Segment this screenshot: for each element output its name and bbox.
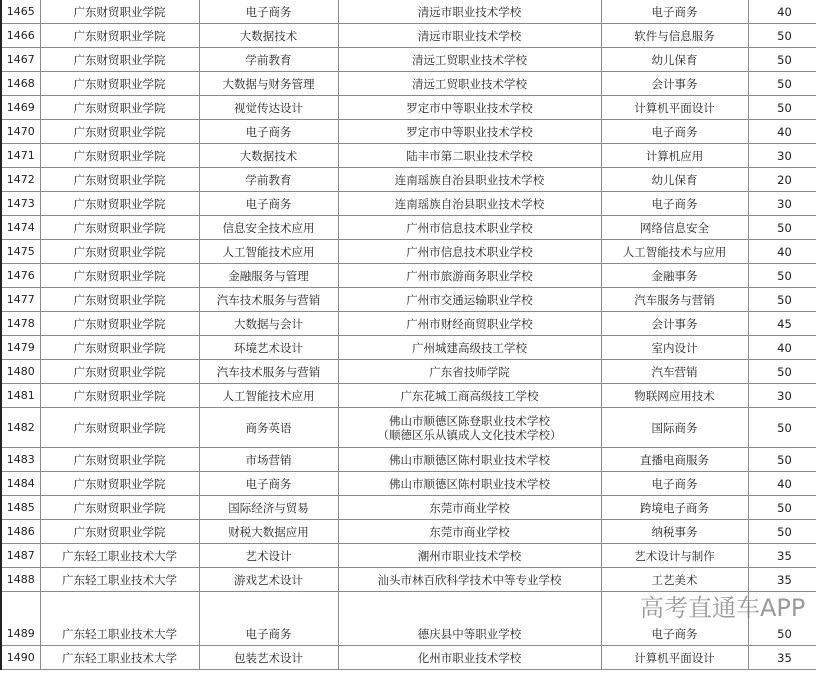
college-major: 电子商务 bbox=[199, 0, 338, 24]
college-major: 电子商务 bbox=[199, 592, 338, 646]
school-major: 幼儿保育 bbox=[601, 48, 748, 72]
school-name: 清远市职业技术学校 bbox=[338, 0, 601, 24]
table-row bbox=[1, 288, 816, 312]
table-row bbox=[1, 48, 816, 72]
college-name: 广东轻工职业技术大学 bbox=[40, 646, 199, 670]
college-name: 广东财贸职业学院 bbox=[40, 520, 199, 544]
college-name: 广东财贸职业学院 bbox=[40, 144, 199, 168]
school-major: 艺术设计与制作 bbox=[601, 544, 748, 568]
table-row bbox=[1, 448, 816, 472]
table-row bbox=[1, 336, 816, 360]
school-major: 金融事务 bbox=[601, 264, 748, 288]
row-number: 1465 bbox=[1, 0, 40, 24]
school-name: 化州市职业技术学校 bbox=[338, 646, 601, 670]
college-major: 财税大数据应用 bbox=[199, 520, 338, 544]
college-major: 电子商务 bbox=[199, 120, 338, 144]
college-name: 广东财贸职业学院 bbox=[40, 264, 199, 288]
row-number: 1478 bbox=[1, 312, 40, 336]
college-name: 广东财贸职业学院 bbox=[40, 120, 199, 144]
row-number: 1476 bbox=[1, 264, 40, 288]
college-major: 人工智能技术应用 bbox=[199, 240, 338, 264]
enrollment-count: 40 bbox=[748, 336, 816, 360]
school-major: 物联网应用技术 bbox=[601, 384, 748, 408]
college-major: 商务英语 bbox=[199, 408, 338, 448]
table-row bbox=[1, 240, 816, 264]
school-major: 软件与信息服务 bbox=[601, 24, 748, 48]
school-name: 清远工贸职业技术学校 bbox=[338, 48, 601, 72]
college-major: 信息安全技术应用 bbox=[199, 216, 338, 240]
table-row bbox=[1, 264, 816, 288]
enrollment-count: 50 bbox=[748, 496, 816, 520]
college-major: 汽车技术服务与营销 bbox=[199, 360, 338, 384]
school-name: 佛山市顺德区陈村职业技术学校 bbox=[338, 472, 601, 496]
row-number: 1484 bbox=[1, 472, 40, 496]
school-major: 跨境电子商务 bbox=[601, 496, 748, 520]
table-row bbox=[1, 544, 816, 568]
school-name: 连南瑶族自治县职业技术学校 bbox=[338, 192, 601, 216]
row-number: 1483 bbox=[1, 448, 40, 472]
enrollment-count: 50 bbox=[748, 96, 816, 120]
college-major: 国际经济与贸易 bbox=[199, 496, 338, 520]
school-name: 广州市旅游商务职业学校 bbox=[338, 264, 601, 288]
school-major: 纳税事务 bbox=[601, 520, 748, 544]
school-name: 罗定市中等职业技术学校 bbox=[338, 96, 601, 120]
school-major: 工艺美术 bbox=[601, 568, 748, 592]
enrollment-count: 20 bbox=[748, 168, 816, 192]
enrollment-count: 50 bbox=[748, 448, 816, 472]
table-row bbox=[1, 568, 816, 592]
college-name: 广东财贸职业学院 bbox=[40, 496, 199, 520]
enrollment-count: 35 bbox=[748, 568, 816, 592]
table-row bbox=[1, 216, 816, 240]
college-name: 广东财贸职业学院 bbox=[40, 288, 199, 312]
enrollment-count: 30 bbox=[748, 192, 816, 216]
row-number: 1489 bbox=[1, 592, 40, 646]
enrollment-count: 30 bbox=[748, 144, 816, 168]
enrollment-count: 50 bbox=[748, 264, 816, 288]
college-name: 广东轻工职业技术大学 bbox=[40, 568, 199, 592]
college-major: 大数据技术 bbox=[199, 144, 338, 168]
enrollment-count: 35 bbox=[748, 544, 816, 568]
college-major: 大数据技术 bbox=[199, 24, 338, 48]
table-row bbox=[1, 168, 816, 192]
school-major: 电子商务 bbox=[601, 0, 748, 24]
school-alt-name: （顺德区乐从镇成人文化技术学校） bbox=[377, 427, 562, 442]
college-name: 广东财贸职业学院 bbox=[40, 0, 199, 24]
school-name: 清远工贸职业技术学校 bbox=[338, 72, 601, 96]
row-number: 1473 bbox=[1, 192, 40, 216]
row-number: 1467 bbox=[1, 48, 40, 72]
college-name: 广东财贸职业学院 bbox=[40, 360, 199, 384]
table-row bbox=[1, 520, 816, 544]
school-major: 会计事务 bbox=[601, 72, 748, 96]
school-name: 广东花城工商高级技工学校 bbox=[338, 384, 601, 408]
school-name: 佛山市顺德区陈村职业技术学校 bbox=[338, 448, 601, 472]
enrollment-count: 30 bbox=[748, 384, 816, 408]
table-row bbox=[1, 592, 816, 646]
row-number: 1468 bbox=[1, 72, 40, 96]
college-major: 大数据与财务管理 bbox=[199, 72, 338, 96]
college-name: 广东财贸职业学院 bbox=[40, 336, 199, 360]
enrollment-count: 50 bbox=[748, 288, 816, 312]
enrollment-count: 50 bbox=[748, 520, 816, 544]
row-number: 1482 bbox=[1, 408, 40, 448]
enrollment-count: 50 bbox=[748, 48, 816, 72]
table-row bbox=[1, 312, 816, 336]
college-name: 广东财贸职业学院 bbox=[40, 96, 199, 120]
enrollment-count: 35 bbox=[748, 646, 816, 670]
school-major: 计算机平面设计 bbox=[601, 646, 748, 670]
school-major: 汽车服务与营销 bbox=[601, 288, 748, 312]
college-name: 广东财贸职业学院 bbox=[40, 24, 199, 48]
school-name: 广东省技师学院 bbox=[338, 360, 601, 384]
school-major: 直播电商服务 bbox=[601, 448, 748, 472]
row-number: 1487 bbox=[1, 544, 40, 568]
row-number: 1474 bbox=[1, 216, 40, 240]
row-number: 1486 bbox=[1, 520, 40, 544]
school-major: 电子商务 bbox=[601, 120, 748, 144]
college-name: 广东财贸职业学院 bbox=[40, 168, 199, 192]
college-major: 金融服务与管理 bbox=[199, 264, 338, 288]
row-number: 1466 bbox=[1, 24, 40, 48]
table-row bbox=[1, 384, 816, 408]
college-major: 人工智能技术应用 bbox=[199, 384, 338, 408]
school-major: 电子商务 bbox=[601, 592, 748, 646]
college-major: 学前教育 bbox=[199, 48, 338, 72]
table-row bbox=[1, 360, 816, 384]
row-number: 1472 bbox=[1, 168, 40, 192]
school-name: 广州市信息技术职业学校 bbox=[338, 216, 601, 240]
school-name: 广州市交通运输职业学校 bbox=[338, 288, 601, 312]
college-name: 广东轻工职业技术大学 bbox=[40, 544, 199, 568]
enrollment-count: 40 bbox=[748, 120, 816, 144]
enrollment-count: 40 bbox=[748, 0, 816, 24]
row-number: 1481 bbox=[1, 384, 40, 408]
college-name: 广东财贸职业学院 bbox=[40, 408, 199, 448]
college-major: 环境艺术设计 bbox=[199, 336, 338, 360]
school-name bbox=[338, 408, 601, 448]
college-major: 视觉传达设计 bbox=[199, 96, 338, 120]
college-major: 电子商务 bbox=[199, 192, 338, 216]
enrollment-count: 45 bbox=[748, 312, 816, 336]
college-name: 广东财贸职业学院 bbox=[40, 384, 199, 408]
college-name: 广东轻工职业技术大学 bbox=[40, 592, 199, 646]
table-row bbox=[1, 72, 816, 96]
school-name: 广州城建高级技工学校 bbox=[338, 336, 601, 360]
row-number: 1469 bbox=[1, 96, 40, 120]
school-major: 电子商务 bbox=[601, 192, 748, 216]
row-number: 1480 bbox=[1, 360, 40, 384]
school-name: 东莞市商业学校 bbox=[338, 496, 601, 520]
table-row bbox=[1, 496, 816, 520]
school-name: 广州市信息技术职业学校 bbox=[338, 240, 601, 264]
college-name: 广东财贸职业学院 bbox=[40, 216, 199, 240]
college-major: 汽车技术服务与营销 bbox=[199, 288, 338, 312]
table-row bbox=[1, 144, 816, 168]
row-number: 1485 bbox=[1, 496, 40, 520]
enrollment-count: 50 bbox=[748, 360, 816, 384]
enrollment-count: 40 bbox=[748, 472, 816, 496]
table-row bbox=[1, 472, 816, 496]
row-number: 1490 bbox=[1, 646, 40, 670]
college-name: 广东财贸职业学院 bbox=[40, 72, 199, 96]
table-row bbox=[1, 0, 816, 24]
school-name: 潮州市职业技术学校 bbox=[338, 544, 601, 568]
college-major: 大数据与会计 bbox=[199, 312, 338, 336]
school-major: 室内设计 bbox=[601, 336, 748, 360]
college-name: 广东财贸职业学院 bbox=[40, 472, 199, 496]
table-row bbox=[1, 646, 816, 670]
school-name: 罗定市中等职业技术学校 bbox=[338, 120, 601, 144]
school-major: 人工智能技术与应用 bbox=[601, 240, 748, 264]
school-name: 连南瑶族自治县职业技术学校 bbox=[338, 168, 601, 192]
enrollment-count: 50 bbox=[748, 408, 816, 448]
school-major: 网络信息安全 bbox=[601, 216, 748, 240]
school-major: 会计事务 bbox=[601, 312, 748, 336]
school-name: 德庆县中等职业学校 bbox=[338, 592, 601, 646]
college-name: 广东财贸职业学院 bbox=[40, 240, 199, 264]
row-number: 1488 bbox=[1, 568, 40, 592]
watermark: 高考直通车APP bbox=[640, 593, 806, 622]
enrollment-count: 50 bbox=[748, 216, 816, 240]
row-number: 1471 bbox=[1, 144, 40, 168]
school-major: 汽车营销 bbox=[601, 360, 748, 384]
table-row bbox=[1, 408, 816, 448]
school-major: 计算机应用 bbox=[601, 144, 748, 168]
school-name: 汕头市林百欣科学技术中等专业学校 bbox=[338, 568, 601, 592]
college-major: 学前教育 bbox=[199, 168, 338, 192]
school-name: 广州市财经商贸职业学校 bbox=[338, 312, 601, 336]
school-major: 电子商务 bbox=[601, 472, 748, 496]
row-number: 1479 bbox=[1, 336, 40, 360]
college-name: 广东财贸职业学院 bbox=[40, 48, 199, 72]
school-name: 东莞市商业学校 bbox=[338, 520, 601, 544]
enrollment-count: 50 bbox=[748, 24, 816, 48]
college-major: 市场营销 bbox=[199, 448, 338, 472]
college-major: 艺术设计 bbox=[199, 544, 338, 568]
enrollment-count: 40 bbox=[748, 240, 816, 264]
college-major: 游戏艺术设计 bbox=[199, 568, 338, 592]
college-name: 广东财贸职业学院 bbox=[40, 192, 199, 216]
college-major: 包装艺术设计 bbox=[199, 646, 338, 670]
school-name: 陆丰市第二职业技术学校 bbox=[338, 144, 601, 168]
school-major: 幼儿保育 bbox=[601, 168, 748, 192]
table-row bbox=[1, 96, 816, 120]
row-number: 1475 bbox=[1, 240, 40, 264]
college-name: 广东财贸职业学院 bbox=[40, 312, 199, 336]
enrollment-count: 50 bbox=[748, 592, 816, 646]
school-name: 清远市职业技术学校 bbox=[338, 24, 601, 48]
table-row bbox=[1, 120, 816, 144]
table-row bbox=[1, 192, 816, 216]
college-name: 广东财贸职业学院 bbox=[40, 448, 199, 472]
college-major: 电子商务 bbox=[199, 472, 338, 496]
enrollment-count: 50 bbox=[748, 72, 816, 96]
school-name-line: 佛山市顺德区陈登职业技术学校 bbox=[389, 413, 550, 428]
school-major: 国际商务 bbox=[601, 408, 748, 448]
table-row bbox=[1, 24, 816, 48]
school-major: 计算机平面设计 bbox=[601, 96, 748, 120]
row-number: 1470 bbox=[1, 120, 40, 144]
row-number: 1477 bbox=[1, 288, 40, 312]
